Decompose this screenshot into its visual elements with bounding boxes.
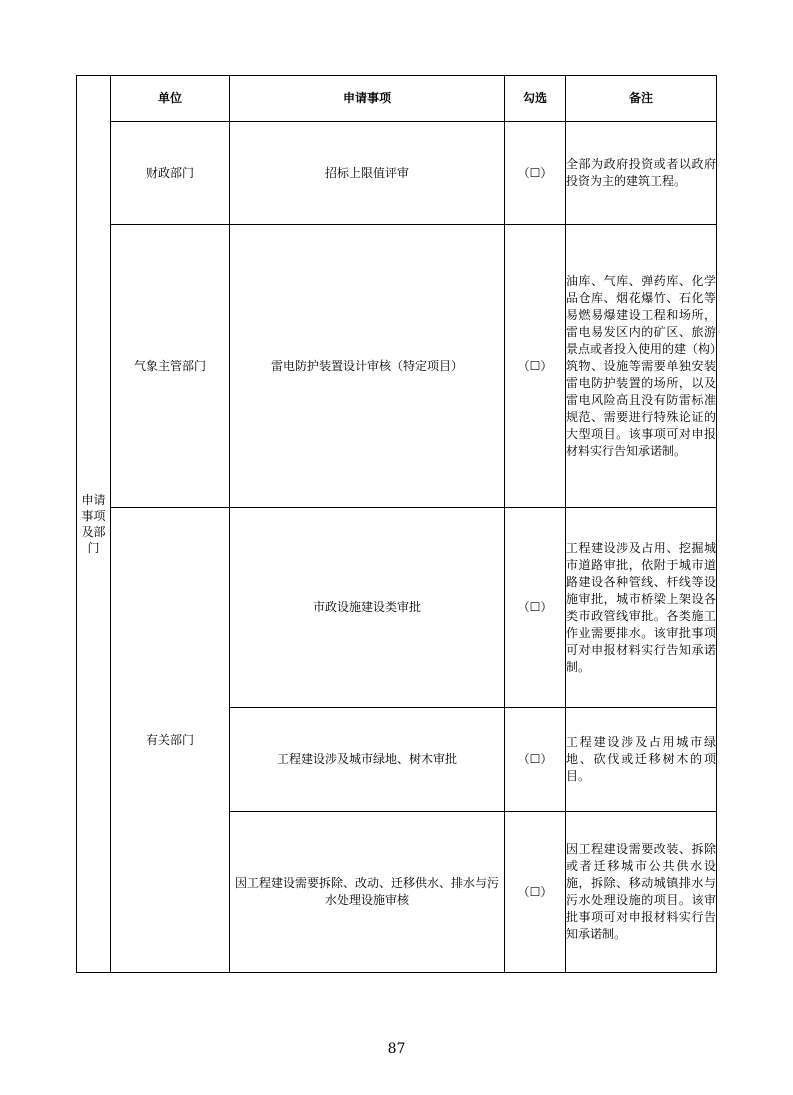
checkbox-cell[interactable]: （☐）: [505, 225, 566, 508]
checkbox-cell[interactable]: （☐）: [505, 708, 566, 812]
checkbox-cell[interactable]: （☐）: [505, 812, 566, 973]
note-cell: 工程建设涉及占用、挖掘城市道路审批，依附于城市道路建设各种管线、杆线等设施审批，城市桥梁上架设各类市政管线审批。各类施工作业需要排水。该审批事项可对申报材料实行告知承诺制。: [566, 508, 717, 708]
application-table: [76, 75, 717, 973]
note-cell: 全部为政府投资或者以政府投资为主的建筑工程。: [566, 122, 717, 225]
header-note: 备注: [566, 76, 717, 122]
item-cell: 工程建设涉及城市绿地、树木审批: [230, 708, 505, 812]
unit-cell: 财政部门: [111, 122, 230, 225]
note-cell: 油库、气库、弹药库、化学品仓库、烟花爆竹、石化等易燃易爆建设工程和场所，雷电易发区内的矿区、旅游景点或者投入使用的建（构）筑物、设施等需要单独安装雷电防护装置的场所，以及雷电风险高且没有防雷标准规范、需要进行特殊论证的大型项目。该事项可对申报材料实行告知承诺制。: [566, 225, 717, 508]
note-cell: 因工程建设需要改装、拆除或者迁移城市公共供水设施，拆除、移动城镇排水与污水处理设施的项目。该审批事项可对申报材料实行告知承诺制。: [566, 812, 717, 973]
table-row: [77, 508, 717, 708]
page-number: 87: [387, 1041, 406, 1057]
table-header-row: [77, 76, 717, 122]
item-cell: 因工程建设需要拆除、改动、迁移供水、排水与污水处理设施审核: [230, 812, 505, 973]
checkbox-cell[interactable]: （☐）: [505, 122, 566, 225]
unit-cell: 有关部门: [111, 508, 230, 973]
header-check: 勾选: [505, 76, 566, 122]
table-row: [77, 122, 717, 225]
header-unit: 单位: [111, 76, 230, 122]
side-label-cell: [77, 76, 111, 973]
checkbox-cell[interactable]: （☐）: [505, 508, 566, 708]
item-cell: 雷电防护装置设计审核（特定项目）: [230, 225, 505, 508]
item-cell: 市政设施建设类审批: [230, 508, 505, 708]
unit-cell: 气象主管部门: [111, 225, 230, 508]
item-cell: 招标上限值评审: [230, 122, 505, 225]
table-row: [77, 225, 717, 508]
header-item: 申请事项: [230, 76, 505, 122]
side-label: 申请事项及部门: [81, 492, 106, 555]
note-cell: 工程建设涉及占用城市绿地、砍伐或迁移树木的项目。: [566, 708, 717, 812]
